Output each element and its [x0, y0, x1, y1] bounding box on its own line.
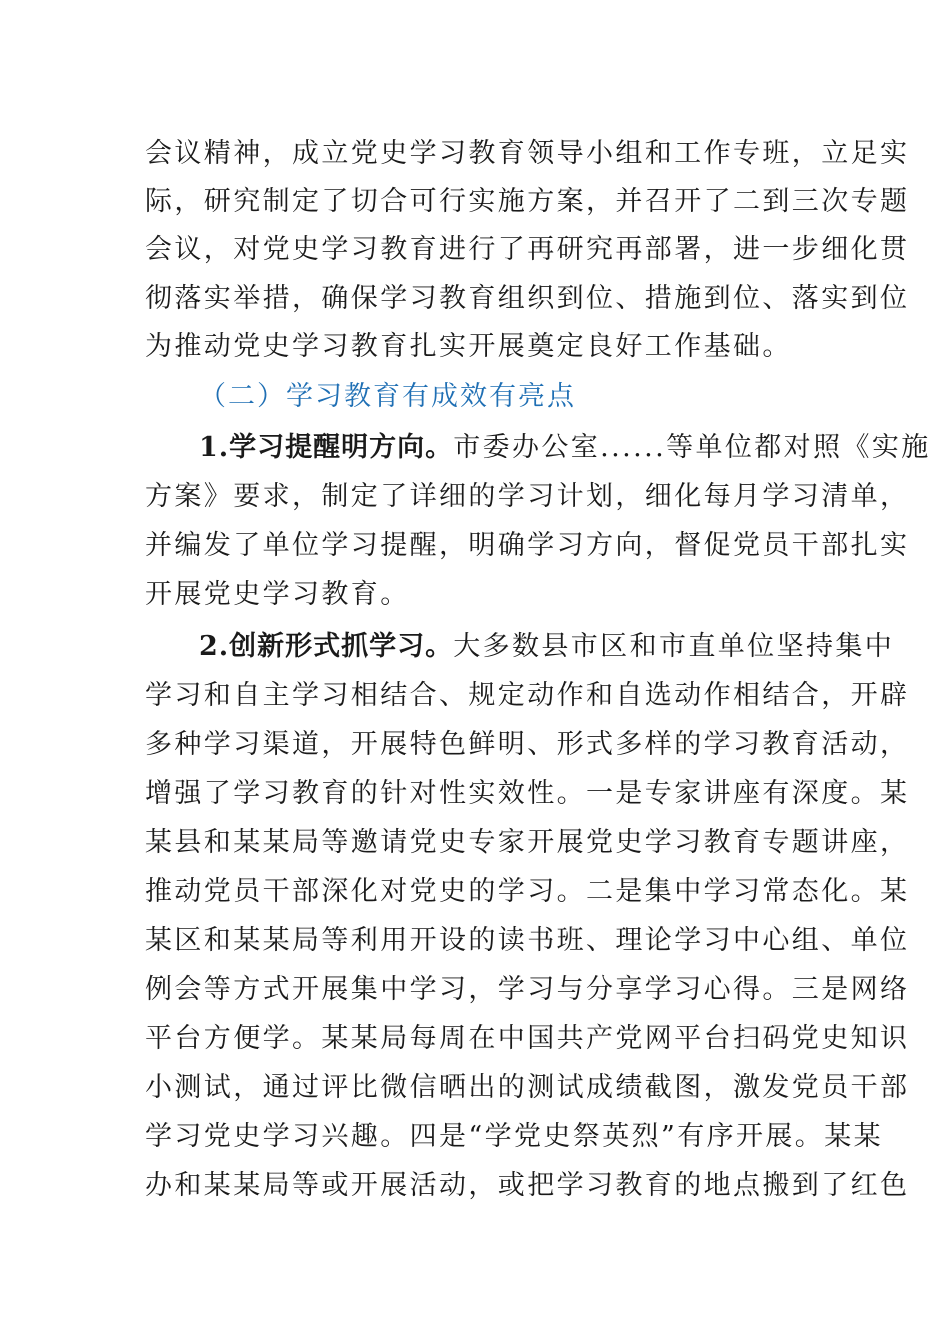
- paragraph-first-line: [199, 428, 931, 468]
- paragraph-lead: 1.学习提醒明方向。: [199, 432, 454, 463]
- paragraph-line: 小测试，通过评比微信晒出的测试成绩截图，激发党员干部: [145, 1072, 910, 1103]
- paragraph-text: 大多数县市区和市直单位坚持集中: [453, 631, 895, 662]
- paragraph-line: 会议，对党史学习教育进行了再研究再部署，进一步细化贯: [145, 234, 910, 265]
- paragraph-line: 增强了学习教育的针对性实效性。一是专家讲座有深度。某: [145, 778, 910, 809]
- paragraph-line: 平台方便学。某某局每周在中国共产党网平台扫码党史知识: [145, 1023, 910, 1054]
- paragraph-line: 方案》要求，制定了详细的学习计划，细化每月学习清单，: [145, 481, 910, 512]
- paragraph-line: 学习和自主学习相结合、规定动作和自选动作相结合，开辟: [145, 680, 910, 711]
- paragraph-line: 某县和某某局等邀请党史专家开展党史学习教育专题讲座，: [145, 827, 910, 858]
- paragraph-line: 为推动党史学习教育扎实开展奠定良好工作基础。: [145, 331, 792, 362]
- paragraph-line: 并编发了单位学习提醒，明确学习方向，督促党员干部扎实: [145, 530, 910, 561]
- paragraph-line: 多种学习渠道，开展特色鲜明、形式多样的学习教育活动，: [145, 729, 910, 760]
- section-heading: （二）学习教育有成效有亮点: [199, 381, 576, 412]
- paragraph-line: 会议精神，成立党史学习教育领导小组和工作专班，立足实: [145, 138, 910, 169]
- paragraph-text: 市委办公室......等单位都对照《实施: [453, 432, 931, 463]
- paragraph-line: 开展党史学习教育。: [145, 579, 410, 610]
- paragraph-line: 例会等方式开展集中学习，学习与分享学习心得。三是网络: [145, 974, 910, 1005]
- paragraph-line: 际，研究制定了切合可行实施方案，并召开了二到三次专题: [145, 186, 910, 217]
- paragraph-line: 学习党史学习兴趣。四是“学党史祭英烈”有序开展。某某: [145, 1121, 884, 1152]
- paragraph-line: 办和某某局等或开展活动，或把学习教育的地点搬到了红色: [145, 1170, 910, 1201]
- paragraph-line: 某区和某某局等利用开设的读书班、理论学习中心组、单位: [145, 925, 910, 956]
- paragraph-line: 推动党员干部深化对党史的学习。二是集中学习常态化。某: [145, 876, 910, 907]
- paragraph-lead: 2.创新形式抓学习。: [199, 631, 454, 662]
- paragraph-line: 彻落实举措，确保学习教育组织到位、措施到位、落实到位: [145, 283, 910, 314]
- paragraph-first-line: [199, 627, 895, 667]
